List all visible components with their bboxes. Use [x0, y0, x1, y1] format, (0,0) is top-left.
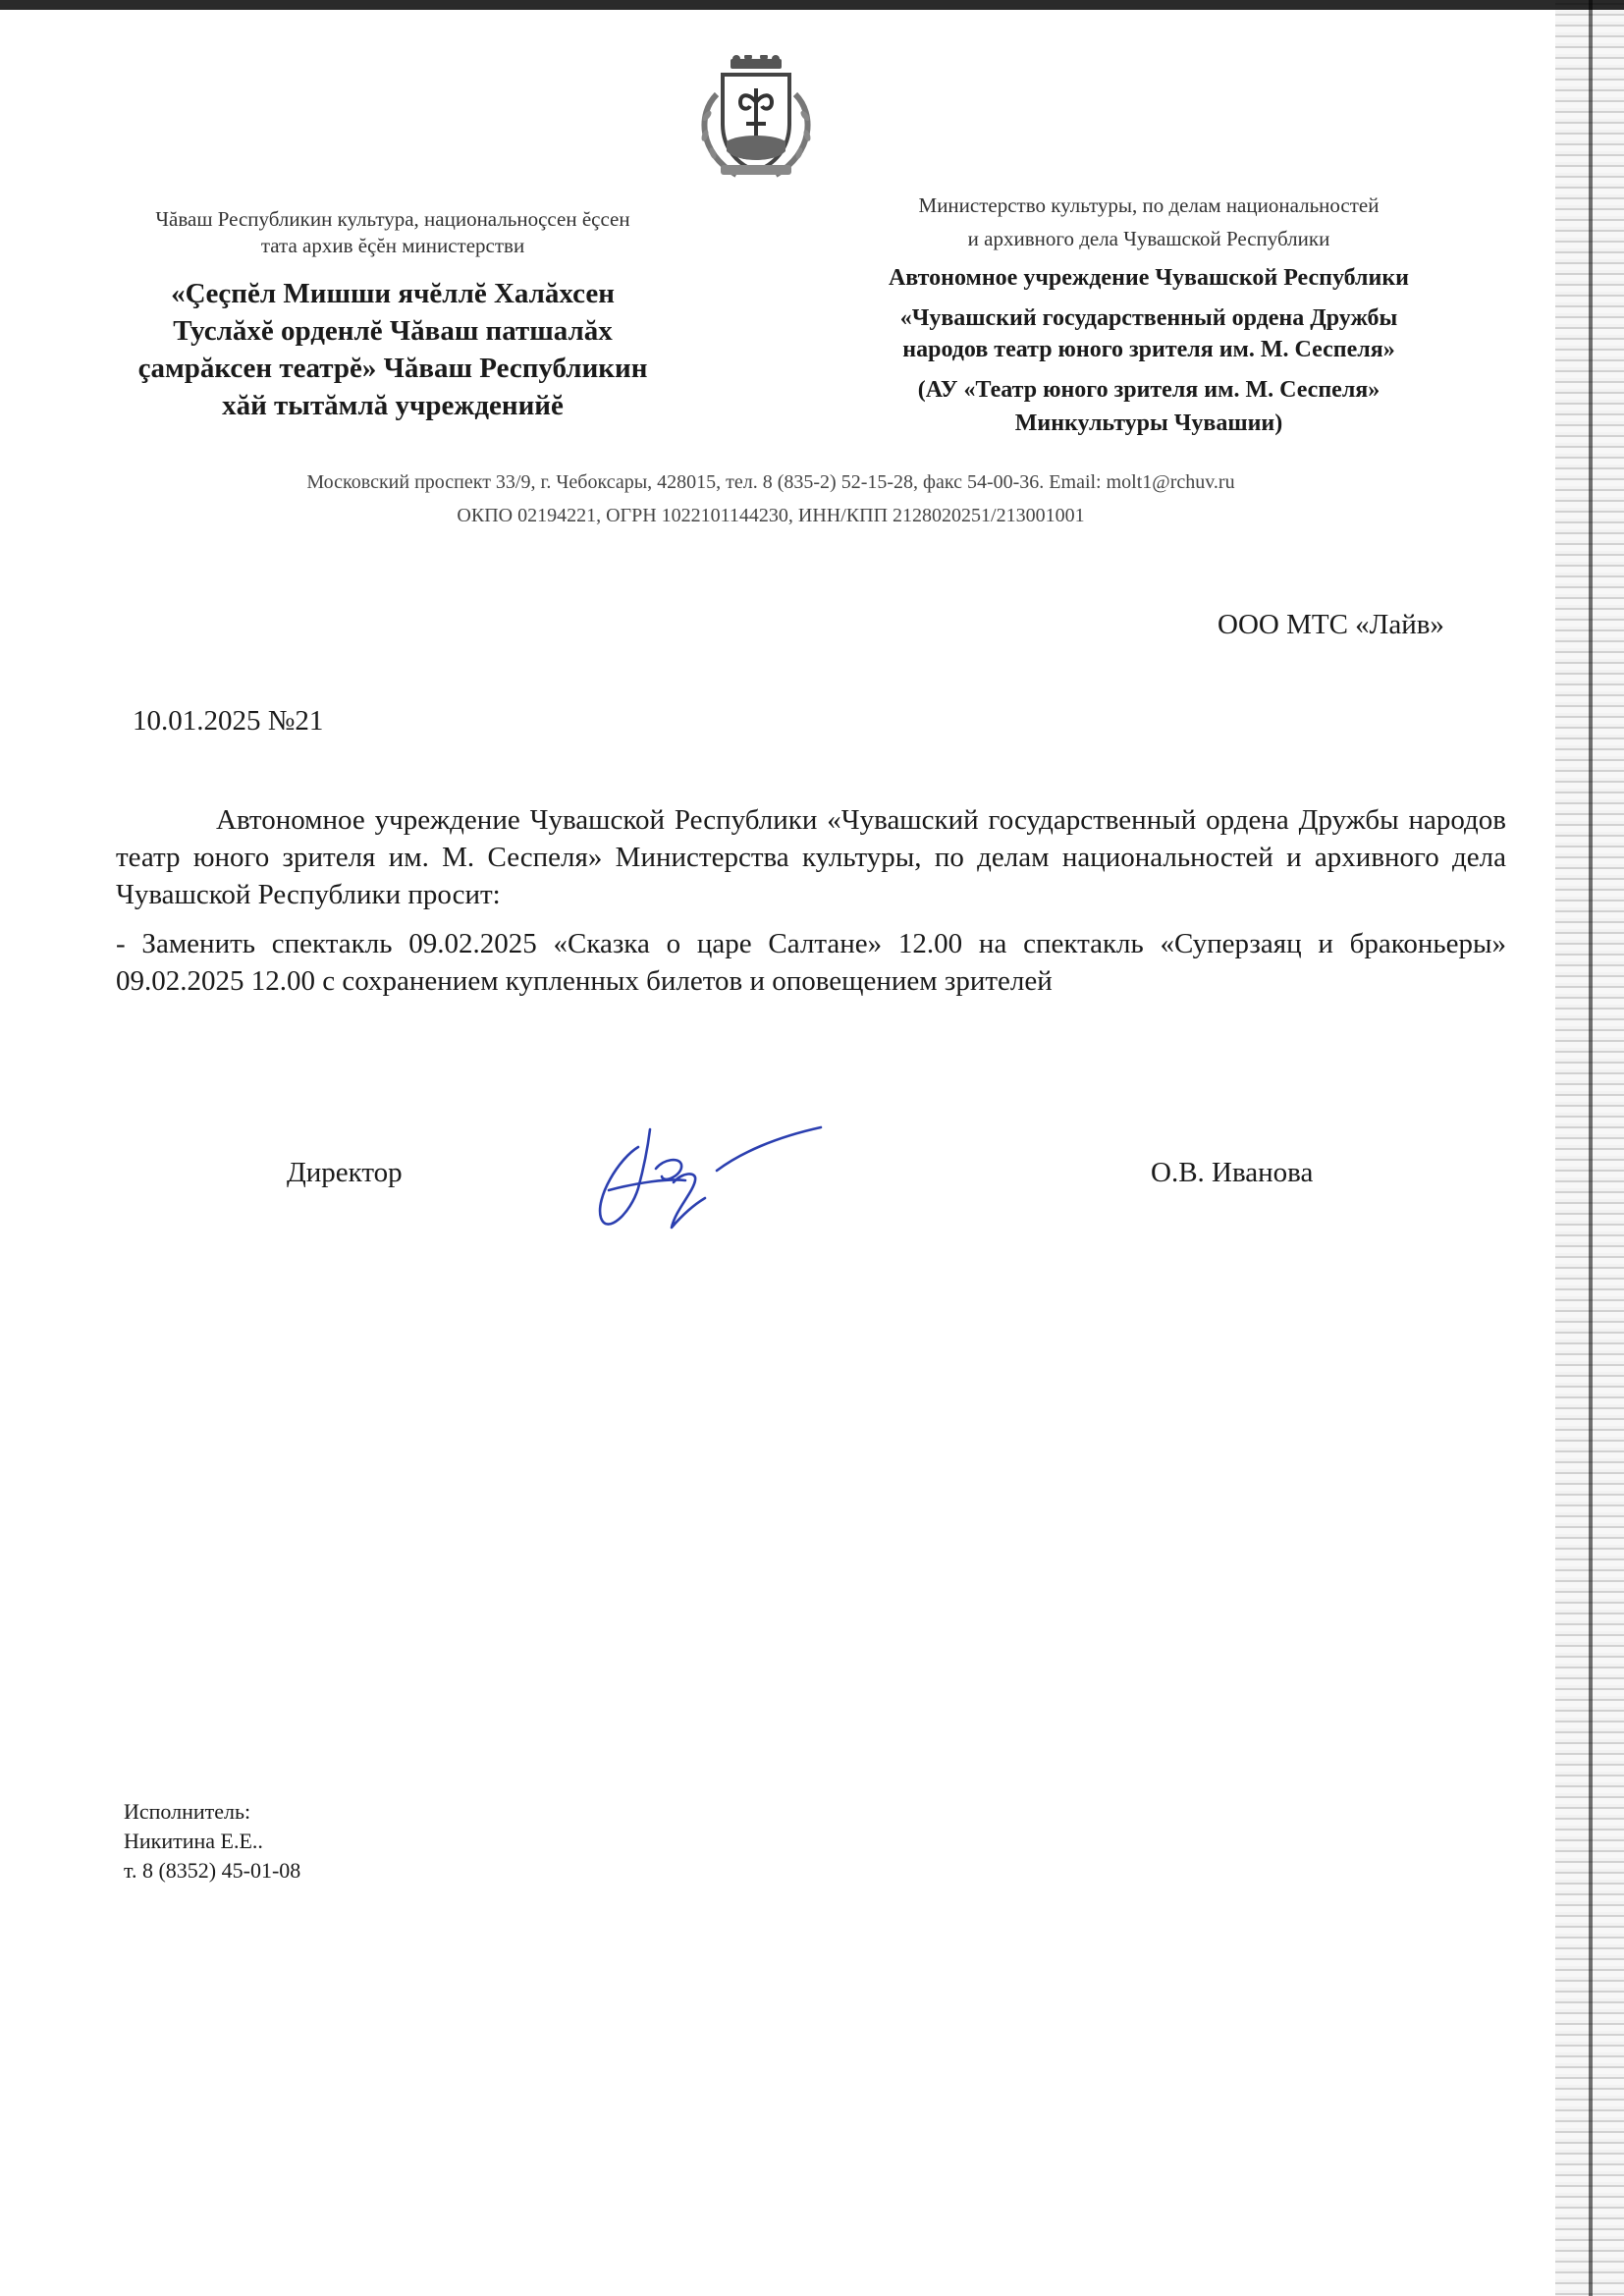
executor-phone: т. 8 (8352) 45-01-08: [124, 1858, 301, 1883]
org-line: «Çеçпĕл Мишши ячĕллĕ Халăхсен: [171, 278, 615, 309]
short-name-russian: [844, 373, 1453, 440]
ministry-line: и архивного дела Чувашской Республики: [967, 227, 1330, 250]
header-chuvash: [103, 206, 682, 424]
scan-top-edge: [0, 0, 1624, 10]
org-name-russian: Автономное учреждение Чувашской Республики: [888, 265, 1410, 291]
date-and-number: 10.01.2025 №21: [133, 705, 324, 737]
ministry-name-russian: [844, 189, 1453, 255]
signatory-name: О.В. Иванова: [1151, 1157, 1314, 1188]
ministry-line: Чăваш Республикин культура, национальноçсен ĕçсен: [155, 207, 630, 231]
address-line: Московский проспект 33/9, г. Чебоксары, 428015, тел. 8 (835-2) 52-15-28, факс 54-00-36. Email: molt1@rchuv.ru: [306, 471, 1235, 493]
scan-right-line: [1589, 0, 1593, 2296]
registration-line: ОКПО 02194221, ОГРН 1022101144230, ИНН/КПП 2128020251/213001001: [457, 505, 1085, 526]
org-line: Туслăхĕ орденлĕ Чăваш патшалăх: [173, 315, 613, 347]
contact-details: [147, 465, 1394, 532]
signatory-title: Директор: [287, 1157, 403, 1188]
short-line: (АУ «Театр юного зрителя им. М. Сеспеля»: [917, 377, 1380, 403]
ministry-line: тата архив ĕçĕн министерстви: [260, 234, 525, 257]
executor-name: Никитина Е.Е..: [124, 1829, 263, 1853]
chuvash-coat-of-arms-icon: [687, 55, 825, 185]
theatre-name-russian: [844, 302, 1453, 365]
org-name-chuvash: [103, 275, 682, 424]
executor-info: [124, 1797, 300, 1886]
theatre-line: «Чувашский государственный ордена Дружбы: [899, 305, 1398, 331]
short-line: Минкультуры Чувашии): [1014, 410, 1283, 436]
ministry-name-chuvash: [103, 206, 682, 259]
addressee: ООО МТС «Лайв»: [1218, 609, 1444, 640]
handwritten-signature: [579, 1120, 835, 1237]
letter-body: [116, 801, 1506, 1000]
request-item: - Заменить спектакль 09.02.2025 «Сказка о царе Салтане» 12.00 на спектакль «Суперзаяц и браконьеры» 09.02.2025 12.00 с сохранением купленных билетов и оповещением зрителей: [116, 928, 1506, 997]
body-paragraph: Автономное учреждение Чувашской Республики «Чувашский государственный ордена Дружбы народов театр юного зрителя им. М. Сеспеля» Министерства культуры, по делам национальностей и архивного дела Чувашской Республики просит:: [116, 804, 1506, 910]
ministry-line: Министерство культуры, по делам национальностей: [918, 193, 1380, 217]
executor-label: Исполнитель:: [124, 1799, 251, 1824]
org-line: хăй тытăмлă учрежденийĕ: [222, 390, 564, 421]
header-russian: [844, 189, 1453, 440]
org-line: çамрăксен театрĕ» Чăваш Республикин: [137, 353, 648, 384]
theatre-line: народов театр юного зрителя им. М. Сеспеля»: [902, 337, 1395, 362]
